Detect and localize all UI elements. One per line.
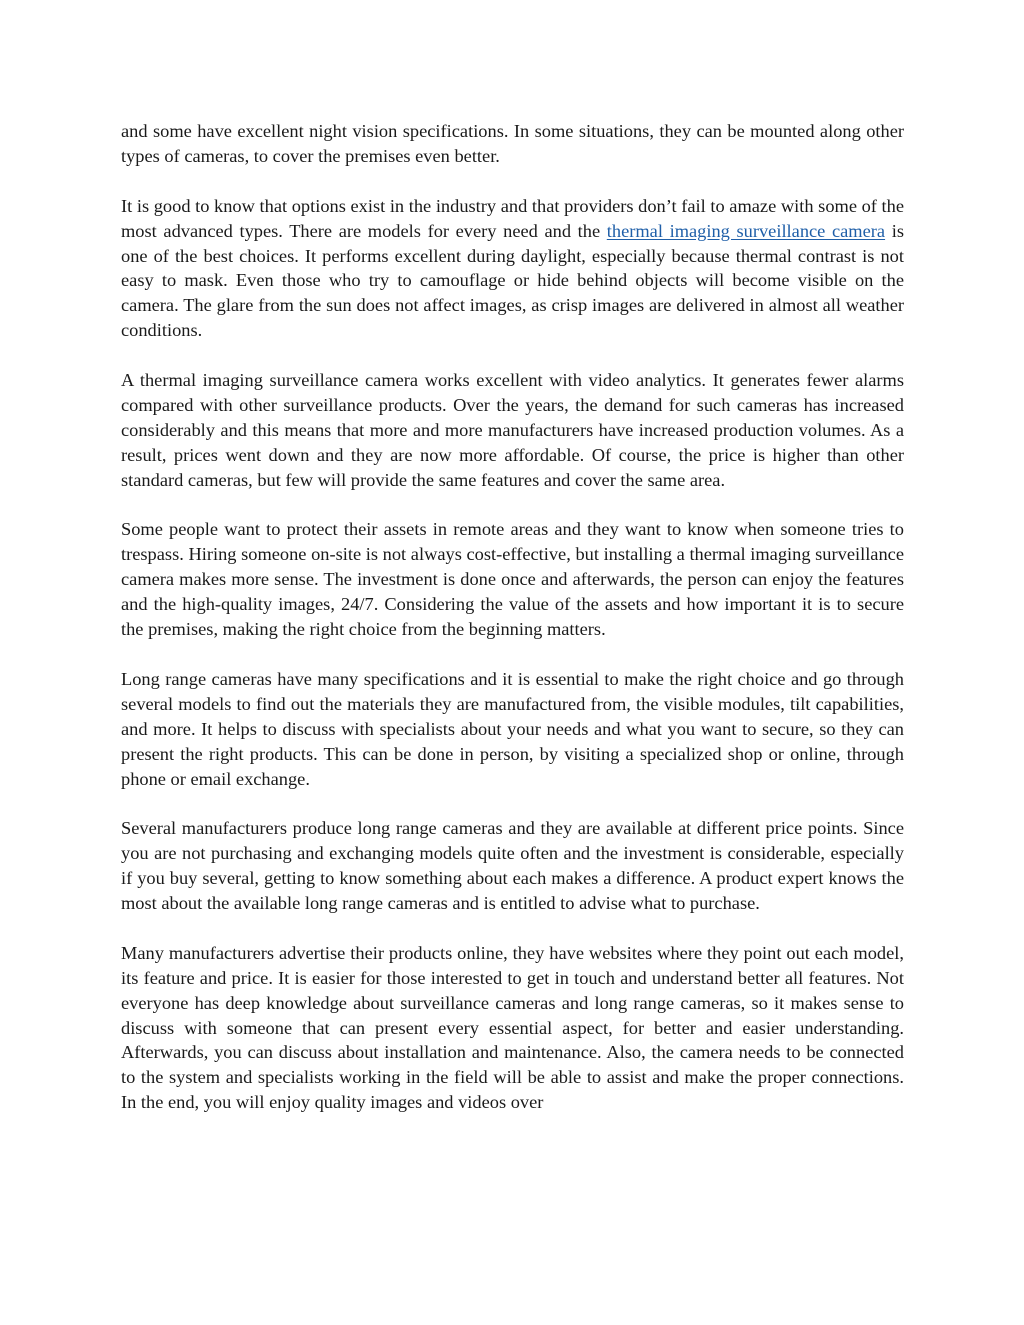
paragraph-text-after-link: is one of the best choices. It performs excellent during daylight, especially because thermal contrast is not easy to mask. Even those who try to camouflage or hide behind objects will become visible on the camera. The glare from the sun does not affect images, as crisp images are delivered in almost all weather conditions.: [121, 220, 904, 341]
paragraph-text: Many manufacturers advertise their products online, they have websites where they point out each model, its feature and price. It is easier for those interested to get in touch and understand better all features. Not everyone has deep knowledge about surveillance cameras and long range cameras, so it makes sense to discuss with someone that can present every essential aspect, for better and easier understanding. Afterwards, you can discuss about installation and maintenance. Also, the camera needs to be connected to the system and specialists working in the field will be able to assist and make the proper connections. In the end, you will enjoy quality images and videos over: [121, 942, 904, 1113]
paragraph-options: [121, 194, 904, 343]
paragraph-text-before-link: It is good to know that options exist in the industry and that providers don’t fail to amaze with some of the most advanced types. There are models for every need and the: [121, 195, 904, 241]
thermal-imaging-camera-link[interactable]: thermal imaging surveillance camera: [606, 220, 886, 241]
paragraph-advertise-online: [121, 941, 904, 1115]
paragraph-text: Some people want to protect their assets in remote areas and they want to know when someone tries to trespass. Hiring someone on-site is not always cost-effective, but installing a thermal imaging surveillance camera makes more sense. The investment is done once and afterwards, the person can enjoy the features and the high-quality images, 24/7. Considering the value of the assets and how important it is to secure the premises, making the right choice from the beginning matters.: [121, 519, 904, 640]
paragraph-remote-assets: [121, 517, 904, 642]
paragraph-night-vision: [121, 119, 904, 169]
paragraph-text: Long range cameras have many specifications and it is essential to make the right choice and go through several models to find out the materials they are manufactured from, the visible modules, tilt capabilities, and more. It helps to discuss with specialists about your needs and what you want to secure, so they can present the right products. This can be done in person, by visiting a specialized shop or online, through phone or email exchange.: [121, 668, 904, 789]
document-body: [121, 119, 904, 1115]
paragraph-video-analytics: [121, 368, 904, 493]
paragraph-text: Several manufacturers produce long range cameras and they are available at different price points. Since you are not purchasing and exchanging models quite often and the investment is considerable, especially if you buy several, getting to know something about each makes a difference. A product expert knows the most about the available long range cameras and is entitled to advise what to purchase.: [121, 818, 904, 914]
paragraph-manufacturers-prices: [121, 816, 904, 916]
paragraph-long-range-specs: [121, 667, 904, 792]
paragraph-text: and some have excellent night vision specifications. In some situations, they can be mounted along other types of cameras, to cover the premises even better.: [121, 121, 904, 166]
paragraph-text: A thermal imaging surveillance camera works excellent with video analytics. It generates fewer alarms compared with other surveillance products. Over the years, the demand for such cameras has increased considerably and this means that more and more manufacturers have increased production volumes. As a result, prices went down and they are now more affordable. Of course, the price is higher than other standard cameras, but few will provide the same features and cover the same area.: [121, 370, 904, 490]
